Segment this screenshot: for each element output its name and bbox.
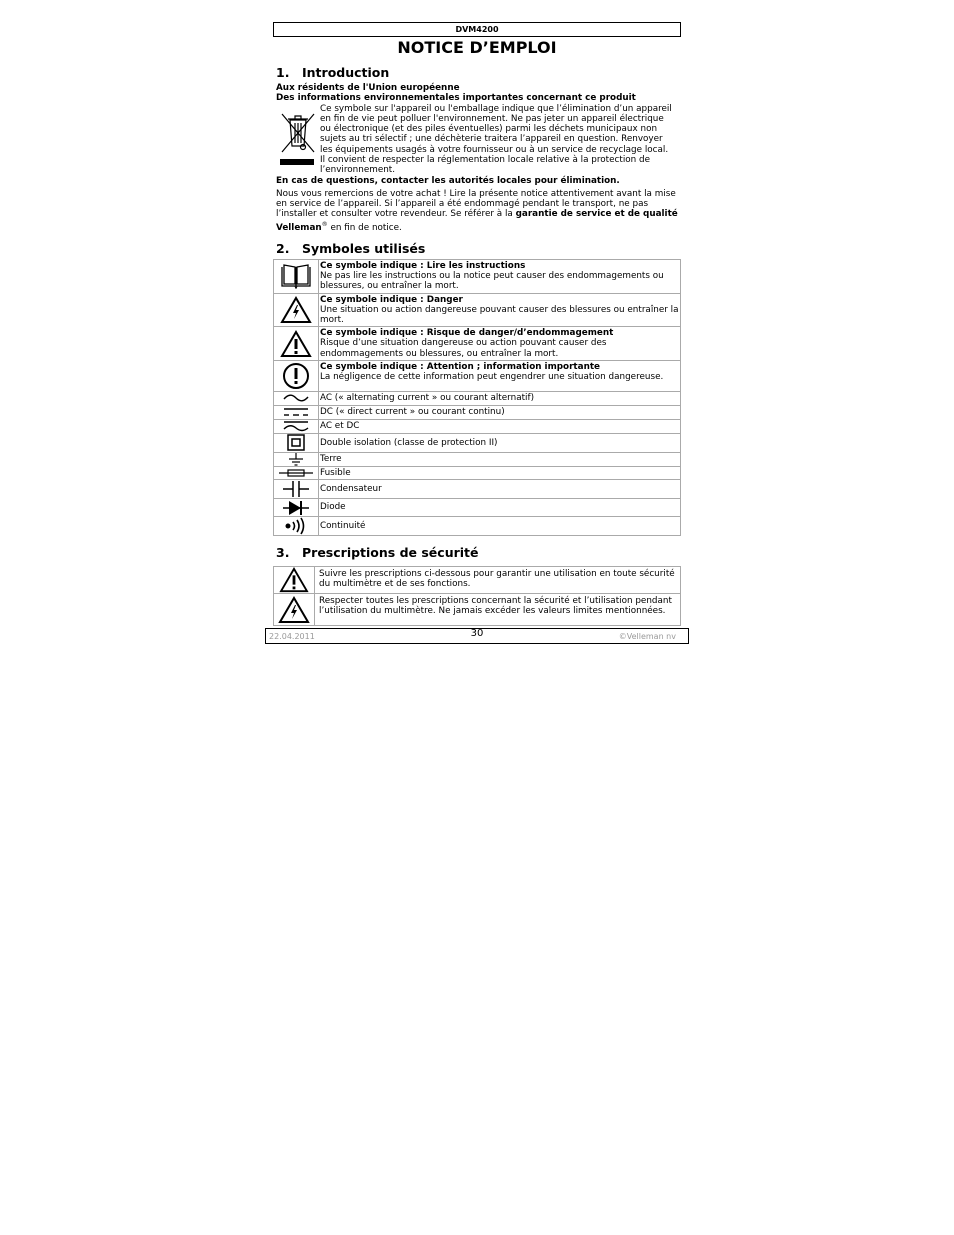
exclamation-triangle-icon	[280, 330, 312, 358]
footer-copyright: ©Velleman nv	[618, 632, 676, 641]
weee-text: Ce symbole sur l'appareil ou l'emballage indique que l’élimination d’un appareil en fin de vie peut polluer l'environnement. Ne pas jeter un appareil électrique ou électronique (et des piles éventuelles) parmi les déchets municipaux non sujets au tri sélectif ; une déchèterie traitera l’appareil en question. Renvoyer les équipements usagés à votre fournisseur ou à un service de recyclage local. Il convient de respecter la réglementation locale relative à la protection de l’environnement.	[320, 103, 672, 176]
ac-dc-icon	[282, 420, 310, 433]
exclamation-triangle-icon	[278, 567, 310, 593]
book-icon	[280, 263, 312, 289]
diode-icon	[283, 500, 309, 516]
page-footer	[265, 628, 689, 644]
table-row: Double isolation (classe de protection II)	[274, 433, 681, 452]
contact-note: En cas de questions, contacter les autorités locales pour élimination.	[276, 175, 620, 186]
table-row	[274, 594, 681, 626]
table-row: Ce symbole indique : Lire les instructions Ne pas lire les instructions ou la notice peut causer des endommagements ou blessures, ou entraîner la mort.	[274, 260, 681, 294]
page-number: 30	[470, 628, 484, 639]
capacitor-icon	[283, 480, 309, 498]
fuse-icon	[279, 468, 313, 478]
table-row: Terre	[274, 452, 681, 466]
footer-date: 22.04.2011	[269, 632, 315, 641]
crossed-bin-icon	[278, 108, 318, 168]
safety-table	[273, 566, 681, 626]
ground-icon	[286, 453, 306, 466]
safety-text: Suivre les prescriptions ci-dessous pour garantir une utilisation en toute sécurité du multimètre et de ses fonctions.	[315, 567, 681, 594]
env-heading: Des informations environnementales importantes concernant ce produit	[276, 93, 636, 104]
weee-block	[276, 104, 681, 176]
dc-icon	[282, 406, 310, 418]
model-header: DVM4200	[273, 22, 681, 37]
table-row: Diode	[274, 499, 681, 517]
lightning-warning-icon	[278, 596, 310, 624]
symbols-table	[273, 259, 681, 536]
section-heading-symbols: 2. Symboles utilisés	[276, 241, 426, 256]
page-title: NOTICE D’EMPLOI	[397, 38, 557, 57]
safety-text: Respecter toutes les prescriptions concernant la sécurité et l’utilisation pendant l’utilisation du multimètre. Ne jamais excéder les valeurs limites mentionnées.	[315, 594, 681, 626]
table-row: AC (« alternating current » ou courant alternatif)	[274, 391, 681, 405]
table-row: Condensateur	[274, 480, 681, 499]
section-heading-introduction: 1. Introduction	[276, 65, 390, 80]
double-insulation-icon	[287, 434, 305, 451]
eu-heading: Aux résidents de l'Union européenne	[276, 83, 460, 93]
lightning-warning-icon	[280, 296, 312, 324]
table-row: Ce symbole indique : Danger Une situation ou action dangereuse pouvant causer des blessures ou entraîner la mort.	[274, 293, 681, 327]
continuity-icon	[284, 517, 308, 535]
table-row: Fusible	[274, 466, 681, 479]
table-row	[274, 567, 681, 594]
thanks-paragraph: Nous vous remercions de votre achat ! Lire la présente notice attentivement avant la mise en service de l’appareil. Si l’appareil a été endommagé pendant le transport, ne pas l’installer et consulter votre revendeur. Se référer à la garantie de service et de qualité Velleman® en fin de notice.	[276, 188, 678, 233]
section-heading-safety: 3. Prescriptions de sécurité	[276, 545, 479, 561]
table-row: Ce symbole indique : Attention ; information importante La négligence de cette information peut engendrer une situation dangereuse.	[274, 360, 681, 391]
table-row: DC (« direct current » ou courant continu)	[274, 405, 681, 419]
table-row: Continuité	[274, 517, 681, 536]
table-row: Ce symbole indique : Risque de danger/d’endommagement Risque d’une situation dangereuse ou action pouvant causer des endommagements ou blessures, ou entraîner la mort.	[274, 327, 681, 361]
page	[273, 22, 681, 626]
exclamation-circle-icon	[281, 362, 311, 390]
ac-icon	[282, 392, 310, 404]
table-row: AC et DC	[274, 419, 681, 433]
